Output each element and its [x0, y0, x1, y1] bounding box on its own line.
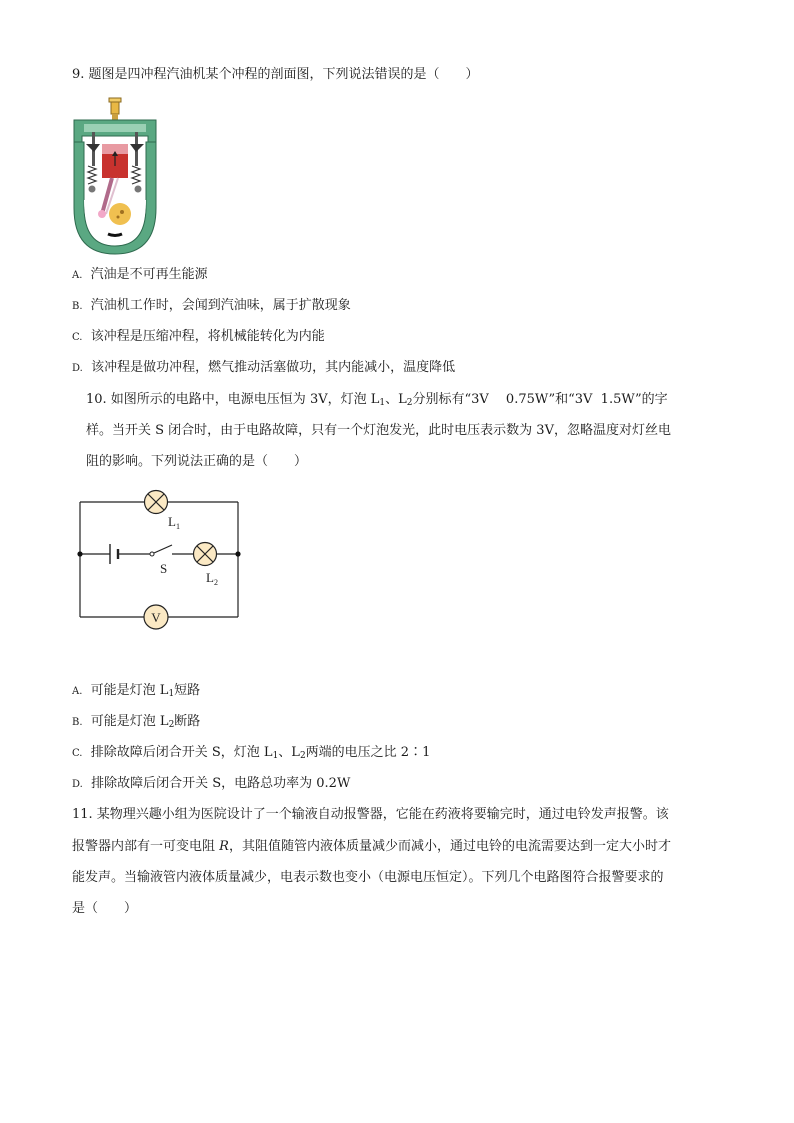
switch-blade	[154, 545, 172, 553]
question-10-stem-line-1: 10. 如图所示的电路中，电源电压恒为 3V，灯泡 $L_1$、$L_2$分别标有“3V 0.75W”和“3V 1.5W”的字	[86, 392, 668, 408]
question-9-option-a: A. 汽油是不可再生能源	[72, 267, 208, 282]
circuit-diagram	[72, 482, 252, 642]
engine-cross-section-figure	[70, 96, 160, 256]
question-9-option-c: C. 该冲程是压缩冲程，将机械能转化为内能	[72, 329, 325, 344]
lamp-l1-label: $L_1$	[168, 514, 180, 531]
junction-dot-right	[235, 551, 240, 556]
question-9-option-b: B. 汽油机工作时，会闻到汽油味，属于扩散现象	[72, 298, 351, 313]
question-11-stem-line-3: 能发声。当输液管内液体质量减少，电表示数也变小（电源电压恒定）。下列几个电路图符合报警要求的	[72, 870, 664, 885]
question-10-option-b: B. 可能是灯泡 $L_2$断路	[72, 714, 201, 730]
question-11-stem-line-2: 报警器内部有一可变电阻 R，其阻值随管内液体质量减少而减小，通过电铃的电流需要达到一定大小时才	[72, 839, 671, 854]
switch-label: S	[160, 561, 168, 576]
voltmeter-icon	[144, 605, 168, 629]
question-10-option-a: A. 可能是灯泡 $L_1$短路	[72, 683, 201, 699]
switch-pivot	[150, 552, 154, 556]
junction-dot-left	[77, 551, 82, 556]
question-11-stem-line-1: 11. 某物理兴趣小组为医院设计了一个输液自动报警器，它能在药液将要输完时，通过电铃发声报警。该	[72, 807, 669, 822]
question-10-stem-line-3: 阻的影响。下列说法正确的是（ ）	[86, 454, 308, 469]
question-9-stem: 9. 题图是四冲程汽油机某个冲程的剖面图，下列说法错误的是（ ）	[72, 67, 479, 82]
question-10-option-c: C. 排除故障后闭合开关 S，灯泡 $L_1$、$L_2$两端的电压之比 2∶1	[72, 745, 431, 761]
question-10-option-d: D. 排除故障后闭合开关 S，电路总功率为 0.2W	[72, 776, 351, 791]
question-10-stem-line-2: 样。当开关 S 闭合时，由于电路故障，只有一个灯泡发光，此时电压表示数为 3V，忽略温度对灯丝电	[86, 423, 671, 438]
lamp-l2-label: $L_2$	[206, 570, 218, 587]
question-9-option-d: D. 该冲程是做功冲程，燃气推动活塞做功，其内能减小，温度降低	[72, 360, 456, 375]
lamp-l1-icon	[145, 491, 168, 514]
voltmeter-label: V	[151, 610, 161, 625]
lamp-l2-icon	[194, 543, 217, 566]
question-11-stem-line-4: 是（ ）	[72, 901, 138, 916]
